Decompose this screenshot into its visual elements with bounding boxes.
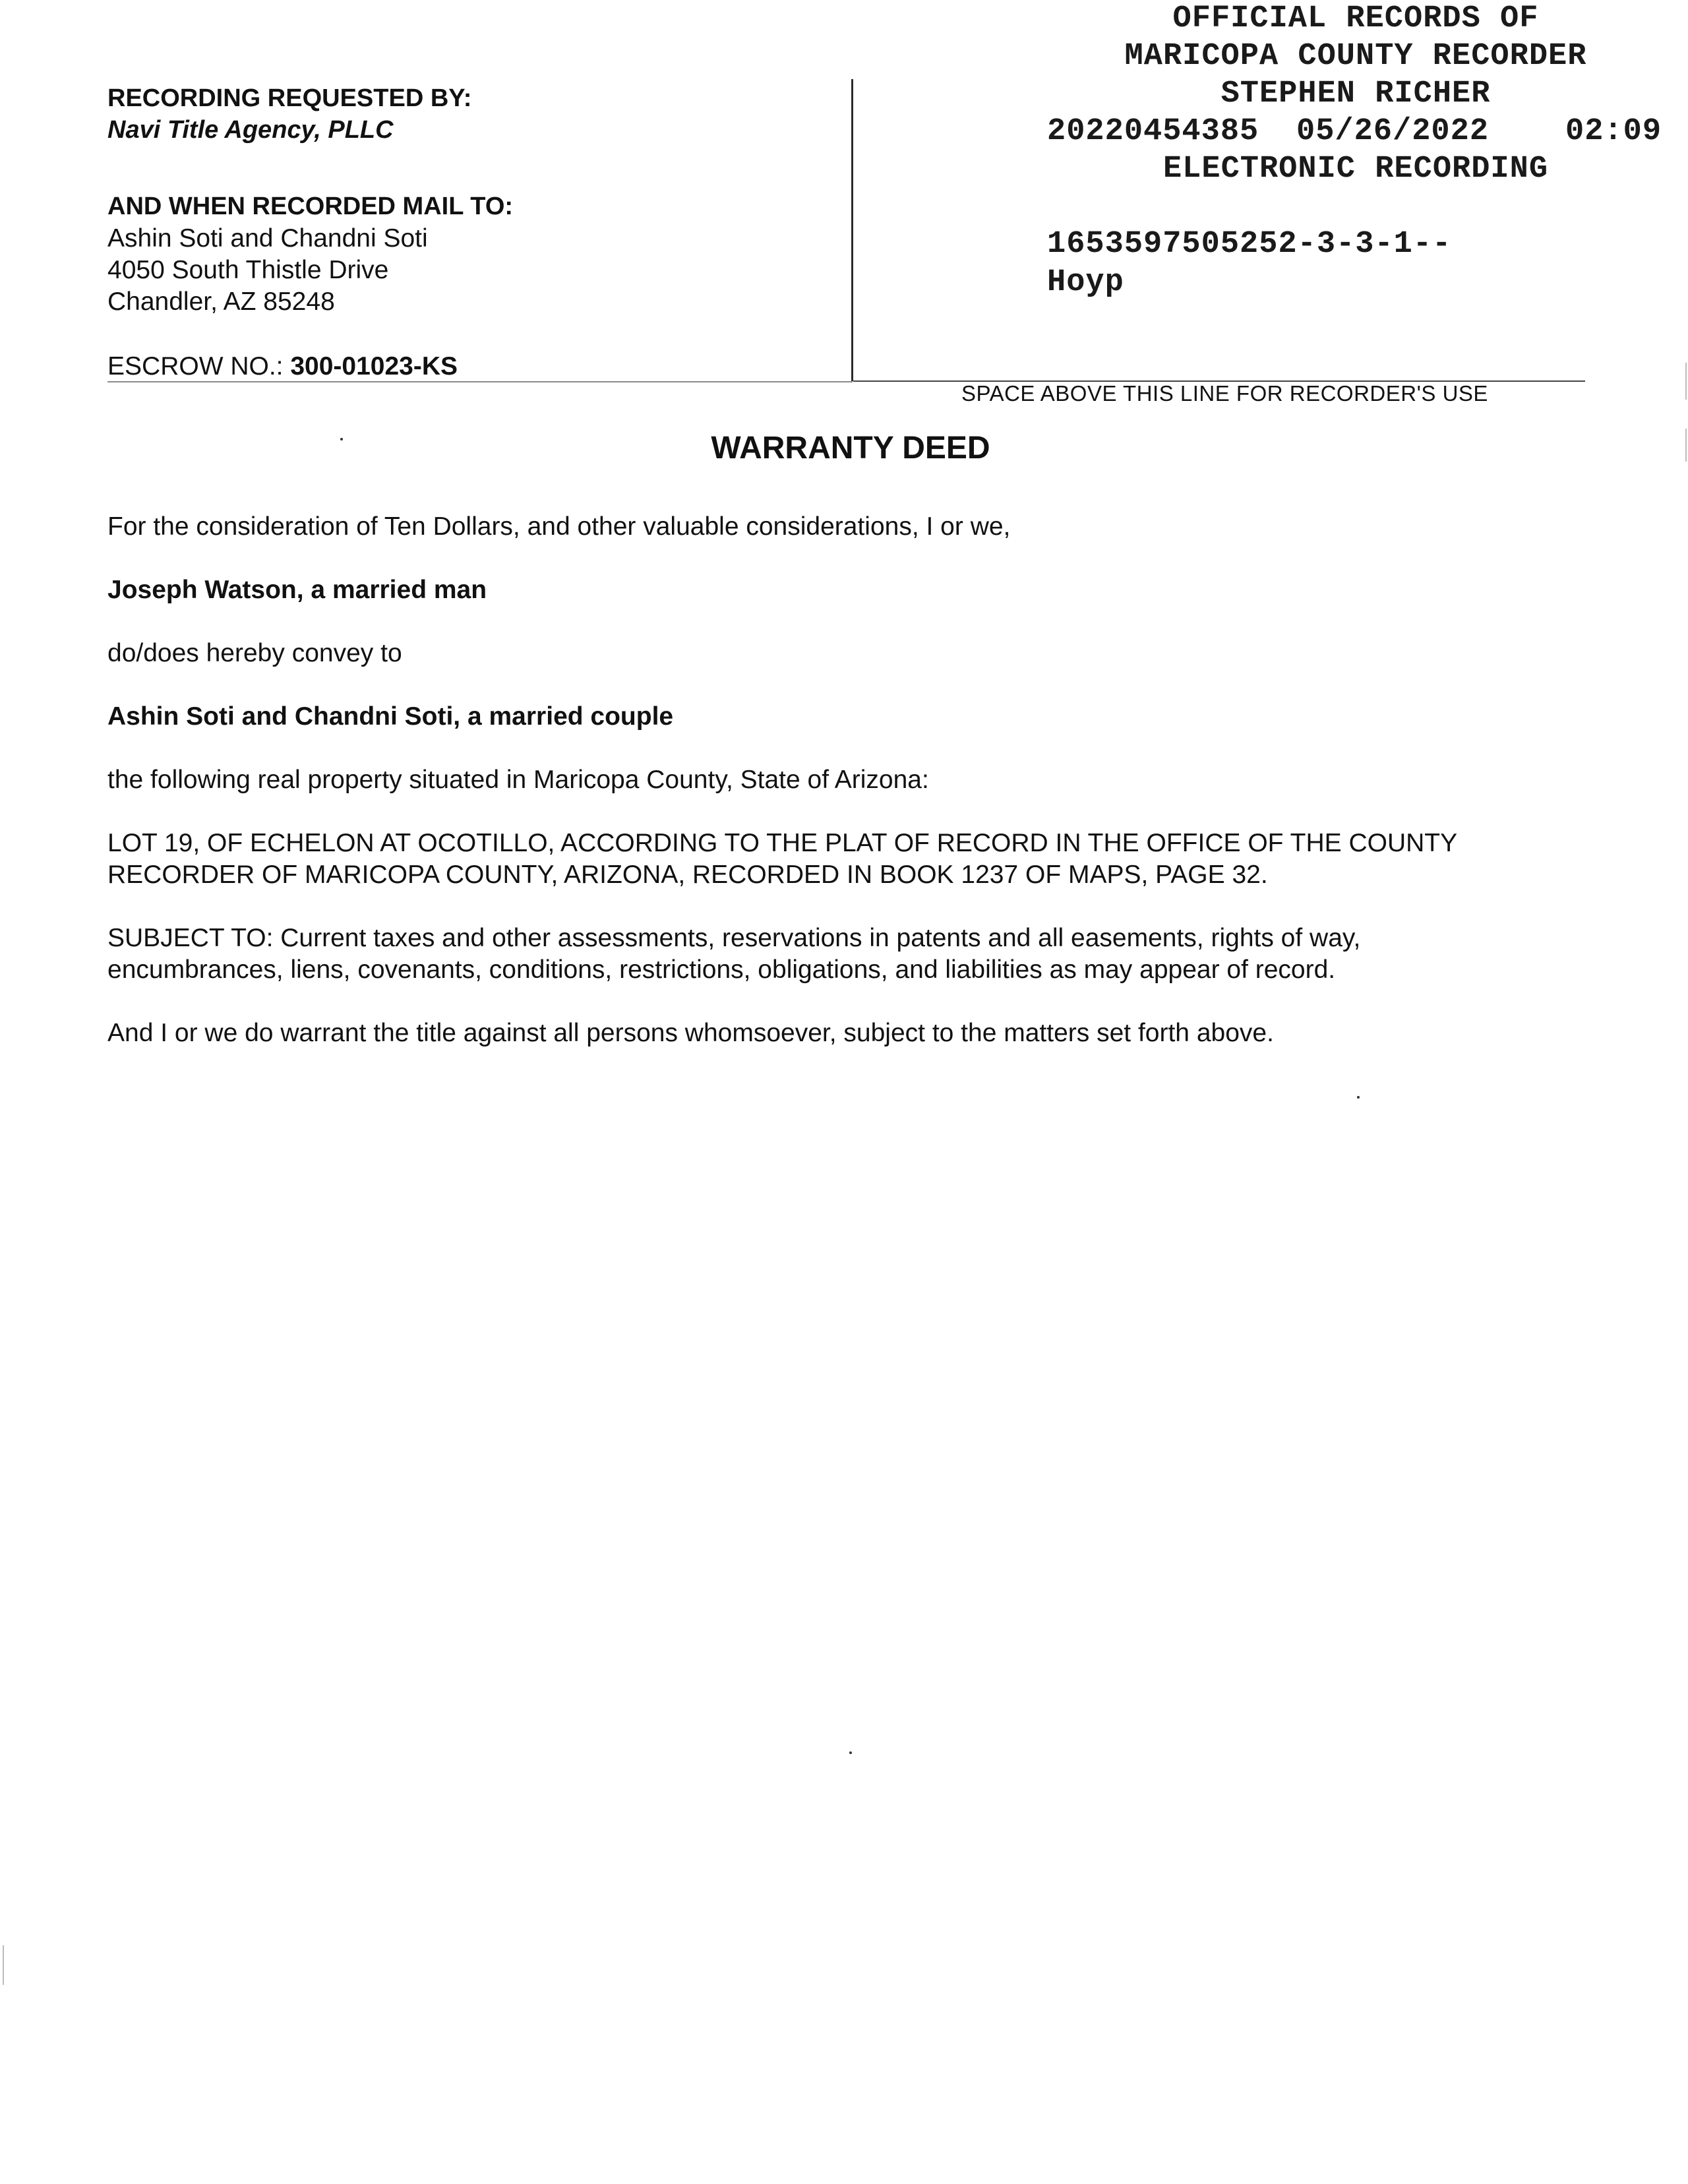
recorder-line-3: STEPHEN RICHER bbox=[1221, 76, 1491, 111]
consideration-paragraph: For the consideration of Ten Dollars, and other valuable considerations, I or we, bbox=[107, 512, 1011, 541]
scan-edge-mark bbox=[1685, 429, 1687, 462]
scan-speck bbox=[849, 1751, 852, 1754]
recorder-line-5: ELECTRONIC RECORDING bbox=[1162, 152, 1549, 187]
scan-edge-mark bbox=[3, 1945, 4, 1985]
recording-requested-by: Navi Title Agency, PLLC bbox=[107, 116, 394, 144]
recorder-separator-left bbox=[107, 381, 853, 382]
escrow-number: 300-01023-KS bbox=[290, 352, 458, 380]
recorder-line-1: OFFICIAL RECORDS OF bbox=[1172, 1, 1539, 36]
grantee-name: Ashin Soti and Chandni Soti, a married couple bbox=[107, 702, 674, 731]
mail-to-name: Ashin Soti and Chandni Soti bbox=[107, 224, 428, 253]
scan-edge-mark bbox=[1685, 363, 1687, 400]
recorder-record-number: 20220454385 bbox=[1047, 114, 1259, 149]
mail-to-street: 4050 South Thistle Drive bbox=[107, 256, 389, 284]
mail-to-city: Chandler, AZ 85248 bbox=[107, 288, 335, 316]
mail-to-label: AND WHEN RECORDED MAIL TO: bbox=[107, 193, 514, 220]
recorder-doc-code: Hoyp bbox=[1047, 265, 1124, 300]
recorder-space-note: SPACE ABOVE THIS LINE FOR RECORDER'S USE bbox=[961, 381, 1488, 406]
recorder-doc-id: 1653597505252-3-3-1-- bbox=[1047, 227, 1452, 262]
scan-speck bbox=[1357, 1096, 1360, 1099]
recording-requested-label: RECORDING REQUESTED BY: bbox=[107, 84, 472, 112]
page-title: WARRANTY DEED bbox=[711, 431, 990, 466]
escrow-label: ESCROW NO.: bbox=[107, 352, 284, 380]
escrow-number-line bbox=[107, 352, 458, 381]
scan-speck bbox=[340, 438, 343, 440]
recorder-line-2: MARICOPA COUNTY RECORDER bbox=[1124, 39, 1587, 74]
recorder-record-time: 02:09 bbox=[1565, 114, 1662, 149]
legal-description-line-2: RECORDER OF MARICOPA COUNTY, ARIZONA, RECORDED IN BOOK 1237 OF MAPS, PAGE 32. bbox=[107, 861, 1268, 889]
property-intro: the following real property situated in Maricopa County, State of Arizona: bbox=[107, 766, 929, 794]
header-divider bbox=[851, 79, 853, 381]
subject-to-line-2: encumbrances, liens, covenants, conditions, restrictions, obligations, and liabilities as may appear of record. bbox=[107, 956, 1336, 984]
legal-description-line-1: LOT 19, OF ECHELON AT OCOTILLO, ACCORDING TO THE PLAT OF RECORD IN THE OFFICE OF THE COUNTY bbox=[107, 829, 1458, 857]
grantor-name: Joseph Watson, a married man bbox=[107, 576, 487, 604]
recorder-record-date: 05/26/2022 bbox=[1296, 114, 1490, 149]
convey-paragraph: do/does hereby convey to bbox=[107, 639, 402, 667]
warranty-paragraph: And I or we do warrant the title against all persons whomsoever, subject to the matters set forth above. bbox=[107, 1019, 1274, 1047]
subject-to-line-1: SUBJECT TO: Current taxes and other assessments, reservations in patents and all easements, rights of way, bbox=[107, 924, 1361, 952]
